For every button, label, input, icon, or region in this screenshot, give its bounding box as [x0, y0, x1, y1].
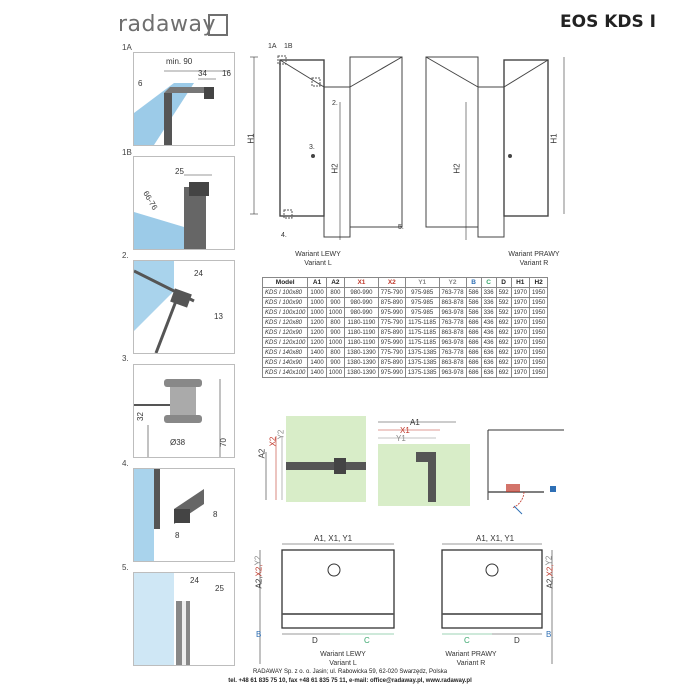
table-cell: 975-990 [378, 338, 405, 348]
right-variant-caption-en: Variant R [519, 260, 549, 267]
table-row [263, 328, 548, 338]
table-row [263, 348, 548, 358]
table-cell: 1375-1385 [405, 368, 439, 378]
table-row [263, 358, 548, 368]
detail-2-label: 2. [122, 251, 129, 260]
spec-table-body [263, 288, 548, 378]
spec-header-x1: X1 [345, 278, 379, 288]
table-cell: 963-978 [439, 308, 466, 318]
table-cell: 686 [466, 358, 481, 368]
right-dim-h2: H2 [452, 163, 462, 174]
floor-plans-drawing [256, 530, 668, 670]
table-cell: 336 [481, 308, 496, 318]
plan-right-d: D [514, 636, 520, 645]
table-cell: 763-778 [439, 288, 466, 298]
dim-13: 13 [214, 312, 223, 321]
spec-table-container [262, 277, 548, 378]
spec-header-c: C [481, 278, 496, 288]
table-cell: 980-990 [345, 288, 379, 298]
table-cell: 1200 [308, 328, 326, 338]
table-cell: 863-878 [439, 328, 466, 338]
table-cell: 980-990 [345, 298, 379, 308]
table-cell: 636 [481, 348, 496, 358]
detail-5-label: 5. [122, 563, 129, 572]
table-cell: 1970 [511, 318, 529, 328]
plan-left-side-y: Y2 [253, 555, 263, 566]
mid-x2: X2 [268, 436, 278, 447]
table-cell: 1000 [326, 308, 344, 318]
plan-left-caption [308, 650, 378, 668]
table-cell: 1950 [529, 358, 547, 368]
table-cell: 686 [466, 348, 481, 358]
table-cell: 1970 [511, 308, 529, 318]
table-cell: 863-878 [439, 358, 466, 368]
plan-left-c: C [364, 636, 370, 645]
table-row [263, 318, 548, 328]
dim-70: 70 [218, 438, 228, 447]
spec-header-h1: H1 [511, 278, 529, 288]
table-cell: KDS I 100x100 [263, 308, 308, 318]
table-cell: 1970 [511, 358, 529, 368]
table-cell: 686 [466, 338, 481, 348]
mid-x1: X1 [400, 426, 410, 435]
table-cell: 900 [326, 298, 344, 308]
table-cell: 963-978 [439, 338, 466, 348]
dim-25-b: 25 [215, 584, 224, 593]
table-cell: 875-890 [378, 298, 405, 308]
table-cell: 592 [496, 298, 511, 308]
table-cell: 1970 [511, 348, 529, 358]
spec-header-x2: X2 [378, 278, 405, 288]
table-cell: 1950 [529, 318, 547, 328]
table-cell: 1200 [308, 318, 326, 328]
table-cell: KDS I 100x90 [263, 298, 308, 308]
table-cell: 975-990 [378, 308, 405, 318]
mid-y2: Y2 [276, 429, 286, 440]
table-cell: 1000 [308, 298, 326, 308]
table-cell: 800 [326, 288, 344, 298]
table-cell: 1380-1390 [345, 368, 379, 378]
table-cell: KDS I 120x100 [263, 338, 308, 348]
detail-1a-label: 1A [122, 43, 132, 52]
table-cell: 975-985 [405, 308, 439, 318]
detail-4-drawing [134, 469, 234, 561]
detail-3-label: 3. [122, 354, 129, 363]
table-cell: 975-990 [378, 368, 405, 378]
table-cell: 686 [466, 328, 481, 338]
dim-16: 16 [222, 69, 231, 78]
table-cell: 1375-1385 [405, 348, 439, 358]
table-cell: 775-790 [378, 318, 405, 328]
brand-logo-text: radaway [118, 12, 216, 37]
dim-diameter-38: Ø38 [170, 438, 186, 447]
plan-right-b: B [546, 630, 552, 639]
plan-left-side-x: X2, [254, 564, 264, 577]
table-cell: 686 [466, 368, 481, 378]
table-cell: 975-985 [405, 288, 439, 298]
table-cell: 1970 [511, 368, 529, 378]
table-cell: 586 [466, 288, 481, 298]
table-cell: 592 [496, 308, 511, 318]
table-cell: KDS I 140x90 [263, 358, 308, 368]
table-cell: 1950 [529, 298, 547, 308]
plan-left-b: B [256, 630, 262, 639]
table-cell: 1180-1190 [345, 338, 379, 348]
table-cell: 1950 [529, 348, 547, 358]
corner-detail-right [376, 412, 472, 508]
table-row [263, 368, 548, 378]
mid-a1: A1 [410, 418, 420, 427]
table-row [263, 308, 548, 318]
spec-table-header-row [263, 278, 548, 288]
plan-left-d: D [312, 636, 318, 645]
model-title: EOS KDS I [560, 12, 656, 32]
table-cell: 686 [466, 318, 481, 328]
dim-25: 25 [175, 167, 184, 176]
plan-left [260, 544, 394, 664]
plan-right-side-y: Y2 [544, 555, 554, 566]
table-cell: 1970 [511, 288, 529, 298]
left-dim-h1: H1 [246, 133, 256, 144]
dim-8-horizontal: 8 [175, 531, 180, 540]
table-cell: 875-890 [378, 358, 405, 368]
table-cell: 1175-1185 [405, 338, 439, 348]
table-cell: 900 [326, 328, 344, 338]
dim-24: 24 [194, 269, 203, 278]
table-cell: 1970 [511, 298, 529, 308]
table-cell: 963-978 [439, 368, 466, 378]
table-cell: 1400 [308, 348, 326, 358]
spec-header-y2: Y2 [439, 278, 466, 288]
table-cell: 1180-1190 [345, 328, 379, 338]
table-cell: 1950 [529, 328, 547, 338]
dim-24-b: 24 [190, 576, 199, 585]
table-cell: 775-790 [378, 288, 405, 298]
marker-1a: 1A [268, 43, 277, 50]
table-cell: 1000 [308, 288, 326, 298]
table-cell: 1950 [529, 308, 547, 318]
table-cell: 1175-1185 [405, 318, 439, 328]
plan-right-caption-en: Variant R [456, 660, 486, 667]
table-cell: 1000 [326, 338, 344, 348]
table-cell: 636 [481, 358, 496, 368]
table-cell: 875-890 [378, 328, 405, 338]
detail-4-label: 4. [122, 459, 129, 468]
plan-right-caption [436, 650, 506, 668]
table-cell: KDS I 140x100 [263, 368, 308, 378]
table-cell: KDS I 120x90 [263, 328, 308, 338]
table-cell: 863-878 [439, 298, 466, 308]
dim-6: 6 [138, 79, 143, 88]
corner-detail-left [256, 412, 368, 504]
detail-1a-drawing [134, 53, 234, 145]
table-cell: 1950 [529, 288, 547, 298]
table-cell: 636 [481, 368, 496, 378]
detail-1b-label: 1B [122, 148, 132, 157]
plan-right-top-label: A1, X1, Y1 [476, 534, 515, 543]
table-row [263, 338, 548, 348]
dim-min-90: min. 90 [166, 57, 193, 66]
marker-5: 5. [398, 224, 404, 231]
brand-logo-mark [208, 14, 228, 36]
mid-y1: Y1 [396, 434, 406, 443]
table-cell: 586 [466, 298, 481, 308]
spec-table [262, 277, 548, 378]
table-cell: 1000 [326, 368, 344, 378]
left-dim-h2: H2 [330, 163, 340, 174]
marker-2: 2. [332, 100, 338, 107]
detail-4-panel [133, 468, 235, 562]
footer-contact: tel. +48 61 835 75 10, fax +48 61 835 75 11, e-mail: office@radaway.pl, www.radaway.pl [228, 678, 472, 684]
right-variant-caption [494, 250, 574, 268]
table-cell: 800 [326, 348, 344, 358]
plan-right-side-x: X2, [545, 564, 555, 577]
marker-3: 3. [309, 144, 315, 151]
table-cell: 1180-1190 [345, 318, 379, 328]
spec-header-d: D [496, 278, 511, 288]
footer-address: RADAWAY Sp. z o. o. Jasin; ul. Rabowicka 59, 62-020 Swarzędz, Polska [252, 669, 448, 675]
table-cell: 1000 [308, 308, 326, 318]
footer [0, 668, 700, 686]
table-cell: 436 [481, 318, 496, 328]
table-cell: 775-790 [378, 348, 405, 358]
spec-header-model: Model [263, 278, 308, 288]
marker-1b: 1B [284, 43, 293, 50]
detail-2-drawing [134, 261, 234, 353]
table-cell: 336 [481, 298, 496, 308]
table-cell: 975-985 [405, 298, 439, 308]
table-cell: 1375-1385 [405, 358, 439, 368]
table-cell: 436 [481, 328, 496, 338]
table-cell: 1380-1390 [345, 358, 379, 368]
table-row [263, 298, 548, 308]
spec-header-h2: H2 [529, 278, 547, 288]
table-cell: 692 [496, 358, 511, 368]
table-cell: 692 [496, 318, 511, 328]
table-cell: 1380-1390 [345, 348, 379, 358]
left-variant-view [250, 56, 402, 240]
table-cell: 1400 [308, 368, 326, 378]
left-variant-caption-en: Variant L [304, 260, 332, 267]
dim-66-76: 66-76 [141, 189, 160, 212]
plan-right [442, 544, 552, 664]
plan-left-caption-en: Variant L [329, 660, 357, 667]
door-swing-detail [484, 420, 568, 516]
table-cell: 692 [496, 348, 511, 358]
table-cell: 692 [496, 368, 511, 378]
table-cell: 1970 [511, 338, 529, 348]
spec-header-y1: Y1 [405, 278, 439, 288]
plan-left-caption-pl: Wariant LEWY [320, 651, 366, 658]
table-cell: 436 [481, 338, 496, 348]
table-cell: 586 [466, 308, 481, 318]
table-cell: 980-990 [345, 308, 379, 318]
spec-header-b: B [466, 278, 481, 288]
plan-right-c: C [464, 636, 470, 645]
table-cell: 763-778 [439, 318, 466, 328]
table-cell: KDS I 120x80 [263, 318, 308, 328]
mid-a2: A2 [257, 448, 267, 459]
left-variant-caption-pl: Wariant LEWY [295, 251, 341, 258]
table-cell: 692 [496, 328, 511, 338]
table-cell: KDS I 100x80 [263, 288, 308, 298]
plan-right-side-a: A2, [545, 576, 555, 589]
spec-header-a2: A2 [326, 278, 344, 288]
table-cell: 592 [496, 288, 511, 298]
spec-header-a1: A1 [308, 278, 326, 288]
left-variant-caption [278, 250, 358, 268]
detail-2-panel [133, 260, 235, 354]
table-cell: 800 [326, 318, 344, 328]
marker-4: 4. [281, 232, 287, 239]
right-variant-view [426, 57, 564, 240]
table-row [263, 288, 548, 298]
dim-32: 32 [135, 412, 145, 421]
plan-left-side-a: A2, [254, 576, 264, 589]
table-cell: 900 [326, 358, 344, 368]
table-cell: 1970 [511, 328, 529, 338]
dim-8-vertical: 8 [213, 510, 218, 519]
table-cell: 692 [496, 338, 511, 348]
table-cell: 1950 [529, 338, 547, 348]
right-variant-caption-pl: Wariant PRAWY [508, 251, 560, 258]
plan-left-top-label: A1, X1, Y1 [314, 534, 353, 543]
table-cell: 1950 [529, 368, 547, 378]
table-cell: KDS I 140x80 [263, 348, 308, 358]
dim-34: 34 [198, 69, 207, 78]
table-cell: 1175-1185 [405, 328, 439, 338]
detail-1a-panel [133, 52, 235, 146]
front-views-drawing [250, 42, 570, 252]
right-dim-h1: H1 [549, 133, 559, 144]
table-cell: 763-778 [439, 348, 466, 358]
table-cell: 336 [481, 288, 496, 298]
plan-right-caption-pl: Wariant PRAWY [445, 651, 497, 658]
table-cell: 1400 [308, 358, 326, 368]
table-cell: 1200 [308, 338, 326, 348]
